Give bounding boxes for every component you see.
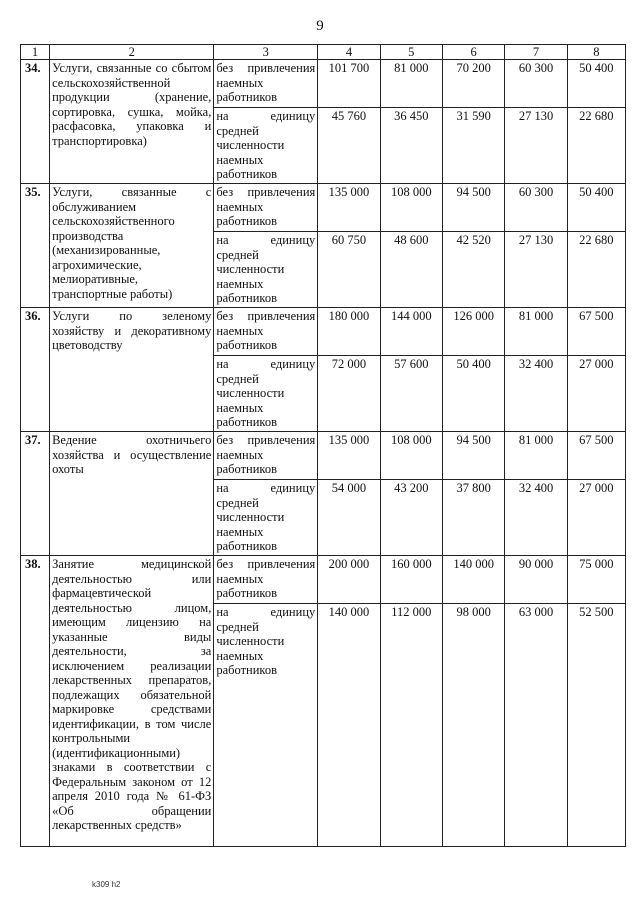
- value-cell: 45 760: [318, 108, 380, 184]
- value-cell: 135 000: [318, 184, 380, 232]
- value-cell: 50 400: [442, 356, 504, 432]
- unit-type: без привлечения наемных работников: [214, 556, 318, 604]
- value-cell: 160 000: [380, 556, 442, 604]
- value-cell: 144 000: [380, 308, 442, 356]
- unit-type: без привлечения наемных работников: [214, 308, 318, 356]
- value-cell: 108 000: [380, 184, 442, 232]
- column-header: 5: [380, 45, 442, 60]
- row-number: 36.: [21, 308, 50, 432]
- value-cell: 200 000: [318, 556, 380, 604]
- column-header: 6: [442, 45, 504, 60]
- value-cell: 22 680: [567, 232, 625, 308]
- column-header: 7: [505, 45, 567, 60]
- value-cell: 112 000: [380, 604, 442, 847]
- value-cell: 32 400: [505, 480, 567, 556]
- row-number: 35.: [21, 184, 50, 308]
- table-row: [21, 432, 626, 480]
- value-cell: 101 700: [318, 60, 380, 108]
- value-cell: 75 000: [567, 556, 625, 604]
- row-number: 38.: [21, 556, 50, 847]
- value-cell: 67 500: [567, 308, 625, 356]
- activity-description: Услуги, связанные с обслуживанием сельскохозяйственного производства (механизированные, агрохимические, мелиоративные, транспортные работы): [50, 184, 214, 308]
- value-cell: 27 130: [505, 108, 567, 184]
- unit-type: на единицу средней численности наемных работников: [214, 356, 318, 432]
- value-cell: 27 130: [505, 232, 567, 308]
- page-number: 9: [316, 18, 324, 34]
- value-cell: 57 600: [380, 356, 442, 432]
- value-cell: 32 400: [505, 356, 567, 432]
- value-cell: 36 450: [380, 108, 442, 184]
- value-cell: 140 000: [318, 604, 380, 847]
- column-header: 2: [50, 45, 214, 60]
- column-header: 4: [318, 45, 380, 60]
- value-cell: 31 590: [442, 108, 504, 184]
- value-cell: 63 000: [505, 604, 567, 847]
- unit-type: на единицу средней численности наемных работников: [214, 108, 318, 184]
- value-cell: 90 000: [505, 556, 567, 604]
- unit-type: без привлечения наемных работников: [214, 184, 318, 232]
- activity-description: Услуги по зеленому хозяйству и декоративному цветоводству: [50, 308, 214, 432]
- document-code: k309 h2: [92, 880, 121, 889]
- table-row: [21, 308, 626, 356]
- activity-description: Ведение охотничьего хозяйства и осуществление охоты: [50, 432, 214, 556]
- unit-type: на единицу средней численности наемных работников: [214, 604, 318, 847]
- tariff-table: [20, 44, 626, 847]
- row-number: 37.: [21, 432, 50, 556]
- value-cell: 52 500: [567, 604, 625, 847]
- value-cell: 81 000: [505, 432, 567, 480]
- table-row: [21, 556, 626, 604]
- value-cell: 81 000: [505, 308, 567, 356]
- value-cell: 60 750: [318, 232, 380, 308]
- unit-type: без привлечения наемных работников: [214, 60, 318, 108]
- unit-type: на единицу средней численности наемных работников: [214, 480, 318, 556]
- value-cell: 98 000: [442, 604, 504, 847]
- value-cell: 50 400: [567, 60, 625, 108]
- value-cell: 54 000: [318, 480, 380, 556]
- unit-type: на единицу средней численности наемных работников: [214, 232, 318, 308]
- unit-type: без привлечения наемных работников: [214, 432, 318, 480]
- column-number-header-row: [21, 45, 626, 60]
- value-cell: 140 000: [442, 556, 504, 604]
- value-cell: 108 000: [380, 432, 442, 480]
- value-cell: 135 000: [318, 432, 380, 480]
- value-cell: 70 200: [442, 60, 504, 108]
- value-cell: 50 400: [567, 184, 625, 232]
- row-number: 34.: [21, 60, 50, 184]
- table-row: [21, 60, 626, 108]
- column-header: 1: [21, 45, 50, 60]
- value-cell: 27 000: [567, 480, 625, 556]
- value-cell: 180 000: [318, 308, 380, 356]
- activity-description: Занятие медицинской деятельностью или фармацевтической деятельностью лицом, имеющим лицензию на указанные виды деятельности, за исключением реализации лекарственных препаратов, подлежащих обязательной маркировке средствами идентификации, в том числе контрольными (идентификационными) знаками в соответствии с Федеральным законом от 12 апреля 2010 года № 61-ФЗ «Об обращении лекарственных средств»: [50, 556, 214, 847]
- value-cell: 81 000: [380, 60, 442, 108]
- value-cell: 94 500: [442, 184, 504, 232]
- value-cell: 60 300: [505, 60, 567, 108]
- value-cell: 67 500: [567, 432, 625, 480]
- value-cell: 48 600: [380, 232, 442, 308]
- value-cell: 126 000: [442, 308, 504, 356]
- column-header: 3: [214, 45, 318, 60]
- value-cell: 22 680: [567, 108, 625, 184]
- value-cell: 37 800: [442, 480, 504, 556]
- value-cell: 27 000: [567, 356, 625, 432]
- value-cell: 94 500: [442, 432, 504, 480]
- value-cell: 43 200: [380, 480, 442, 556]
- activity-description: Услуги, связанные со сбытом сельскохозяйственной продукции (хранение, сортировка, сушка, мойка, расфасовка, упаковка и транспортировка): [50, 60, 214, 184]
- value-cell: 60 300: [505, 184, 567, 232]
- value-cell: 72 000: [318, 356, 380, 432]
- column-header: 8: [567, 45, 625, 60]
- table-row: [21, 184, 626, 232]
- value-cell: 42 520: [442, 232, 504, 308]
